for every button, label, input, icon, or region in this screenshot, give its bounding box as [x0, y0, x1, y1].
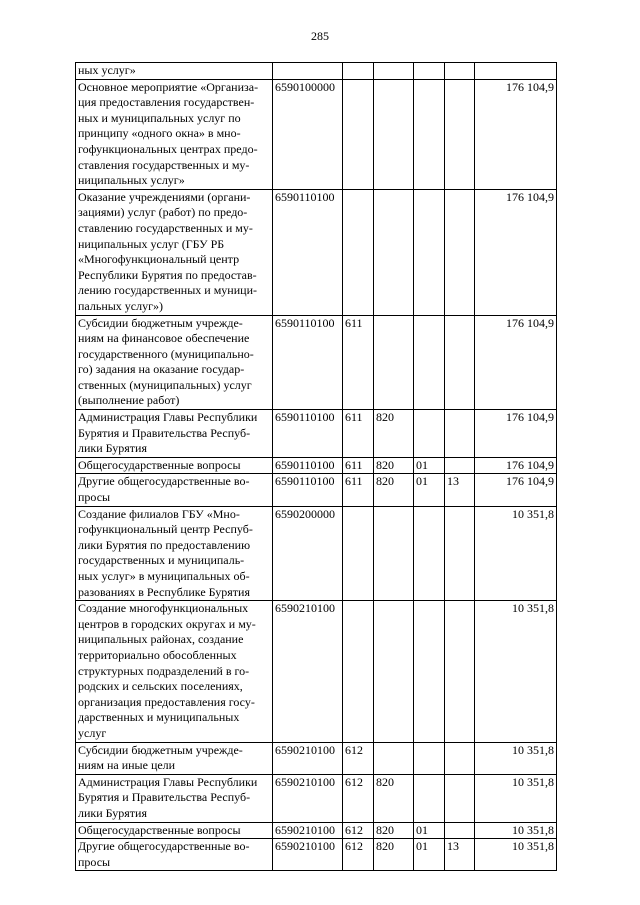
expense-type-cell [343, 601, 374, 742]
item-name-line: разованиях в Республике Бурятия [78, 584, 250, 599]
expense-type-cell: 611 [343, 457, 374, 474]
subsection-cell [445, 822, 475, 839]
subsection-cell [445, 774, 475, 822]
amount-cell: 10 351,8 [475, 822, 557, 839]
amount-cell: 10 351,8 [475, 774, 557, 822]
item-name-line: гофункциональный центр Респуб- [78, 522, 253, 537]
section-cell: 01 [414, 822, 445, 839]
item-name-cell [76, 474, 273, 506]
section-cell: 01 [414, 839, 445, 871]
item-name-cell [76, 189, 273, 315]
expense-type-cell: 611 [343, 474, 374, 506]
expense-type-cell [343, 63, 374, 80]
item-name-line: зациями) услуг (работ) по предо- [78, 205, 248, 220]
table-row [76, 410, 557, 458]
item-name-line: Администрация Главы Республики [78, 410, 258, 425]
section-cell [414, 410, 445, 458]
item-name-line: Общегосударственные вопросы [78, 822, 241, 837]
ministry-code-cell: 820 [374, 839, 414, 871]
item-name-line: ных услуг» в муниципальных об- [78, 569, 250, 583]
ministry-code-cell [374, 742, 414, 774]
subsection-cell [445, 189, 475, 315]
item-name-line: (выполнение работ) [78, 393, 180, 408]
subsection-cell [445, 742, 475, 774]
table-body [76, 63, 557, 871]
amount-cell: 176 104,9 [475, 474, 557, 506]
target-code-cell: 6590200000 [273, 506, 343, 601]
ministry-code-cell: 820 [374, 822, 414, 839]
ministry-code-cell [374, 189, 414, 315]
item-name-line: структурных подразделений в го- [78, 663, 250, 678]
target-code-cell: 6590210100 [273, 774, 343, 822]
section-cell [414, 506, 445, 601]
item-name-line: гофункциональных центрах предо- [78, 141, 258, 156]
item-name-line: территориально обособленных [78, 647, 237, 662]
budget-table [75, 62, 557, 871]
item-name-line: ставлению государственных и му- [78, 220, 253, 235]
item-name-cell [76, 742, 273, 774]
item-name-line: ных и муниципальных услуг по [78, 110, 241, 125]
item-name-cell [76, 601, 273, 742]
item-name-line: ниципальных услуг» [78, 173, 185, 188]
table-row [76, 601, 557, 742]
item-name-line: ставления государственных и му- [78, 157, 250, 172]
item-name-line: Другие общегосударственные во- [78, 839, 250, 854]
item-name-line: услуг [78, 725, 107, 740]
table-row [76, 315, 557, 410]
table-row [76, 189, 557, 315]
ministry-code-cell: 820 [374, 457, 414, 474]
amount-cell: 10 351,8 [475, 839, 557, 871]
item-name-line: ция предоставления государствен- [78, 95, 255, 110]
ministry-code-cell [374, 315, 414, 410]
item-name-line: ниципальных услуг (ГБУ РБ [78, 236, 225, 251]
item-name-line: ниципальных районах, создание [78, 632, 244, 647]
item-name-cell [76, 774, 273, 822]
item-name-line: просы [78, 854, 111, 869]
subsection-cell: 13 [445, 839, 475, 871]
item-name-line: ниям на финансовое обеспечение [78, 331, 250, 346]
amount-cell: 176 104,9 [475, 315, 557, 410]
expense-type-cell: 612 [343, 774, 374, 822]
expense-type-cell: 612 [343, 822, 374, 839]
ministry-code-cell [374, 601, 414, 742]
item-name-cell [76, 79, 273, 189]
expense-type-cell: 611 [343, 410, 374, 458]
subsection-cell [445, 601, 475, 742]
table-row [76, 79, 557, 189]
amount-cell: 176 104,9 [475, 79, 557, 189]
section-cell [414, 774, 445, 822]
table-row [76, 474, 557, 506]
target-code-cell: 6590210100 [273, 822, 343, 839]
item-name-cell [76, 63, 273, 80]
item-name-line: Бурятия и Правительства Респуб- [78, 425, 251, 440]
target-code-cell: 6590210100 [273, 601, 343, 742]
subsection-cell [445, 457, 475, 474]
amount-cell: 10 351,8 [475, 506, 557, 601]
item-name-line: принципу «одного окна» в мно- [78, 126, 241, 141]
table-row [76, 822, 557, 839]
amount-cell [475, 63, 557, 80]
item-name-line: Основное мероприятие «Организа- [78, 79, 259, 94]
subsection-cell [445, 315, 475, 410]
table-row [76, 742, 557, 774]
item-name-line: лики Бурятия по предоставлению [78, 537, 251, 552]
item-name-cell [76, 457, 273, 474]
target-code-cell: 6590210100 [273, 839, 343, 871]
item-name-line: Бурятия и Правительства Респуб- [78, 790, 251, 805]
item-name-cell [76, 822, 273, 839]
item-name-line: Общегосударственные вопросы [78, 457, 241, 472]
target-code-cell: 6590110100 [273, 457, 343, 474]
amount-cell: 176 104,9 [475, 189, 557, 315]
item-name-cell [76, 315, 273, 410]
expense-type-cell [343, 79, 374, 189]
item-name-line: пальных услуг») [78, 298, 164, 313]
section-cell [414, 63, 445, 80]
item-name-line: лики Бурятия [78, 441, 147, 456]
table-row [76, 63, 557, 80]
table-row [76, 774, 557, 822]
item-name-cell [76, 506, 273, 601]
ministry-code-cell [374, 63, 414, 80]
expense-type-cell [343, 189, 374, 315]
item-name-line: организация предоставления госу- [78, 694, 255, 709]
target-code-cell: 6590110100 [273, 474, 343, 506]
amount-cell: 176 104,9 [475, 410, 557, 458]
ministry-code-cell: 820 [374, 410, 414, 458]
page-number: 285 [311, 29, 329, 43]
item-name-line: го) задания на оказание государ- [78, 362, 245, 377]
item-name-line: лению государственных и муници- [78, 283, 257, 298]
section-cell [414, 79, 445, 189]
item-name-line: Создание многофункциональных [78, 601, 249, 616]
target-code-cell: 6590110100 [273, 410, 343, 458]
target-code-cell: 6590110100 [273, 315, 343, 410]
ministry-code-cell: 820 [374, 474, 414, 506]
expense-type-cell: 612 [343, 839, 374, 871]
amount-cell: 176 104,9 [475, 457, 557, 474]
section-cell [414, 742, 445, 774]
item-name-line: просы [78, 490, 111, 505]
section-cell [414, 601, 445, 742]
item-name-line: Субсидии бюджетным учрежде- [78, 315, 243, 330]
section-cell [414, 315, 445, 410]
item-name-line: родских и сельских поселениях, [78, 679, 243, 694]
expense-type-cell: 611 [343, 315, 374, 410]
item-name-line: ственных (муниципальных) услуг [78, 377, 252, 392]
item-name-line: лики Бурятия [78, 805, 147, 820]
item-name-line: центров в городских округах и му- [78, 616, 256, 631]
section-cell: 01 [414, 474, 445, 506]
ministry-code-cell [374, 506, 414, 601]
section-cell: 01 [414, 457, 445, 474]
item-name-line: ниям на иные цели [78, 758, 176, 773]
item-name-line: Создание филиалов ГБУ «Мно- [78, 506, 240, 521]
ministry-code-cell [374, 79, 414, 189]
subsection-cell [445, 79, 475, 189]
item-name-line: Субсидии бюджетным учрежде- [78, 742, 243, 757]
item-name-cell [76, 410, 273, 458]
target-code-cell [273, 63, 343, 80]
expense-type-cell: 612 [343, 742, 374, 774]
subsection-cell [445, 410, 475, 458]
target-code-cell: 6590210100 [273, 742, 343, 774]
amount-cell: 10 351,8 [475, 601, 557, 742]
item-name-line: ных услуг» [78, 63, 136, 77]
target-code-cell: 6590110100 [273, 189, 343, 315]
item-name-line: государственных и муниципаль- [78, 553, 245, 568]
item-name-line: Другие общегосударственные во- [78, 474, 250, 489]
amount-cell: 10 351,8 [475, 742, 557, 774]
item-name-line: государственного (муниципально- [78, 346, 254, 361]
item-name-line: Оказание учреждениями (органи- [78, 189, 251, 204]
ministry-code-cell: 820 [374, 774, 414, 822]
item-name-line: «Многофункциональный центр [78, 252, 240, 267]
subsection-cell: 13 [445, 474, 475, 506]
subsection-cell [445, 63, 475, 80]
table-row [76, 839, 557, 871]
item-name-cell [76, 839, 273, 871]
item-name-line: Администрация Главы Республики [78, 774, 258, 789]
table-row [76, 506, 557, 601]
target-code-cell: 6590100000 [273, 79, 343, 189]
table-row [76, 457, 557, 474]
section-cell [414, 189, 445, 315]
subsection-cell [445, 506, 475, 601]
item-name-line: дарственных и муниципальных [78, 710, 240, 725]
item-name-line: Республики Бурятия по предостав- [78, 267, 257, 282]
expense-type-cell [343, 506, 374, 601]
